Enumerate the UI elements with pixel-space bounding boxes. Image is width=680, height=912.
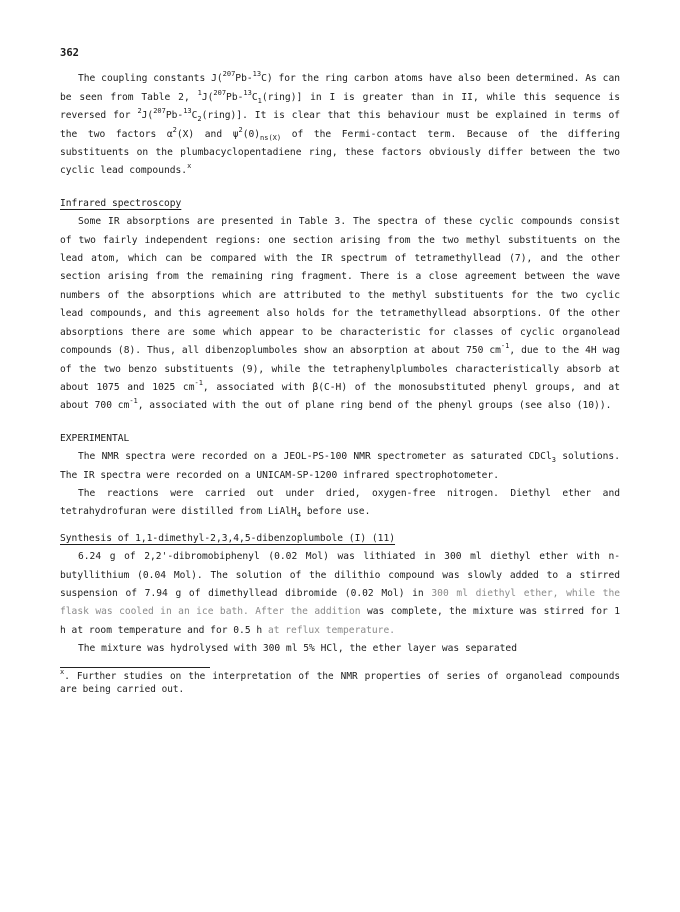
- synthesis-paragraph-2: The mixture was hydrolysed with 300 ml 5% HCl, the ether layer was separated: [78, 643, 517, 655]
- footnote: [60, 667, 620, 697]
- faded-text-run: at reflux temperature.: [267, 624, 396, 636]
- text-run: J(: [141, 110, 154, 122]
- experimental-paragraph-1: [60, 448, 620, 485]
- text-run: The coupling constants J(: [78, 73, 223, 85]
- subscript: 4: [296, 511, 302, 520]
- faded-text-run: 300 ml diethyl ether, while the flask was cooled in an ice bath. After the addition: [60, 587, 620, 618]
- superscript: 13: [183, 107, 192, 116]
- superscript: 13: [243, 88, 252, 97]
- ir-paragraph: [60, 213, 620, 415]
- superscript: 207: [153, 107, 166, 116]
- superscript: -1: [129, 397, 138, 406]
- text-run: , associated with the out of plane ring bend of the phenyl groups (see also (10)).: [137, 400, 612, 412]
- text-run: Pb-: [235, 73, 253, 85]
- text-run: (0): [242, 128, 261, 140]
- text-run: The NMR spectra were recorded on a JEOL-PS-100 NMR spectrometer as saturated CDCl: [78, 451, 552, 463]
- text-run: solutions. The IR spectra were recorded on a UNICAM-SP-1200 infrared spectrophotometer.: [60, 451, 620, 481]
- superscript: -1: [500, 342, 510, 351]
- text-run: C) for the ring carbon atoms have also been determined. As can be seen from Table 2,: [60, 73, 621, 103]
- footnote-rule: [60, 667, 210, 668]
- superscript: -1: [194, 378, 203, 387]
- ir-heading: Infrared spectroscopy: [60, 197, 182, 209]
- superscript: 1: [197, 88, 202, 97]
- footnote-mark: x: [187, 162, 192, 171]
- subscript: ns(X): [260, 133, 282, 142]
- footnote-text: . Further studies on the interpretation of the NMR properties of series of organolead compounds are being carried out.: [60, 670, 620, 696]
- experimental-heading: EXPERIMENTAL: [60, 432, 130, 444]
- text-run: Pb-: [226, 91, 244, 103]
- superscript: 13: [252, 70, 262, 79]
- text-run: of the Fermi-contact term. Because of the differing substituents on the plumbacyclopentadiene ring, these factors obviously differ between the two cyclic lead compounds.: [60, 128, 620, 177]
- text-run: , associated with β(C-H) of the monosubstituted phenyl groups, and at about 700 cm: [60, 381, 620, 412]
- text-run: , due to the 4H wag of the two benzo substituents (9), while the tetraphenylplumboles characteristically absorb at about 1075 and 1025 cm: [60, 345, 620, 393]
- text-run: J(: [201, 91, 214, 103]
- text-run: Some IR absorptions are presented in Table 3. The spectra of these cyclic compounds consist of two fairly independent regions: one section arising from the two methyl substituents on the lead atom, which can be compared with the IR spectrum of tetramethyllead (7), and the other section arising from the remaining ring fragment. There is a close agreement between the wave numbers of the absorptions which are attributed to the methyl substituents for the two cyclic lead compounds, and this agreement also holds for the tetramethyllead absorptions. Of the other absorptions there are some which appear to be characteristic for classes of cyclic organolead compounds (8). Thus, all dibenzoplumboles show an absorption at about 750 cm: [60, 216, 620, 357]
- coupling-paragraph: [60, 70, 620, 180]
- text-run: The reactions were carried out under dried, oxygen-free nitrogen. Diethyl ether and tetrahydrofuran were distilled from LiAlH: [60, 487, 620, 518]
- superscript: 207: [222, 70, 236, 79]
- subscript: 3: [551, 456, 556, 465]
- subscript: 1: [257, 96, 262, 105]
- synthesis-paragraph-1: [60, 548, 620, 640]
- footnote-mark: x: [60, 667, 65, 676]
- text-run: was complete, the mixture was stirred for 1 h at room temperature and for 0.5 h: [60, 606, 620, 636]
- text-run: (X) and ψ: [176, 128, 239, 140]
- text-run: (ring)] in I is greater than in II, while this sequence is reversed for: [60, 91, 620, 122]
- superscript: 2: [238, 125, 243, 134]
- subscript: 2: [197, 115, 202, 124]
- text-run: C: [191, 110, 198, 122]
- text-run: Pb-: [165, 110, 184, 122]
- page-number: 362: [60, 47, 79, 59]
- synthesis-heading: Synthesis of 1,1-dimethyl-2,3,4,5-dibenzoplumbole (I) (11): [60, 532, 396, 544]
- superscript: 2: [137, 107, 142, 116]
- text-run: (ring)]. It is clear that this behaviour must be explained in terms of the two factors α: [60, 110, 620, 140]
- text-run: C: [251, 91, 258, 103]
- superscript: 2: [172, 125, 177, 134]
- text-run: before use.: [301, 506, 371, 518]
- experimental-paragraph-2: [60, 485, 620, 522]
- superscript: 207: [213, 88, 227, 97]
- text-run: 6.24 g of 2,2'-dibromobiphenyl (0.02 Mol) was lithiated in 300 ml diethyl ether with n-butyllithium (0.04 Mol). The solution of the dilithio compound was slowly added to a stirred suspension of 7.94 g of dimethyllead dibromide (0.02 Mol) in: [60, 551, 620, 599]
